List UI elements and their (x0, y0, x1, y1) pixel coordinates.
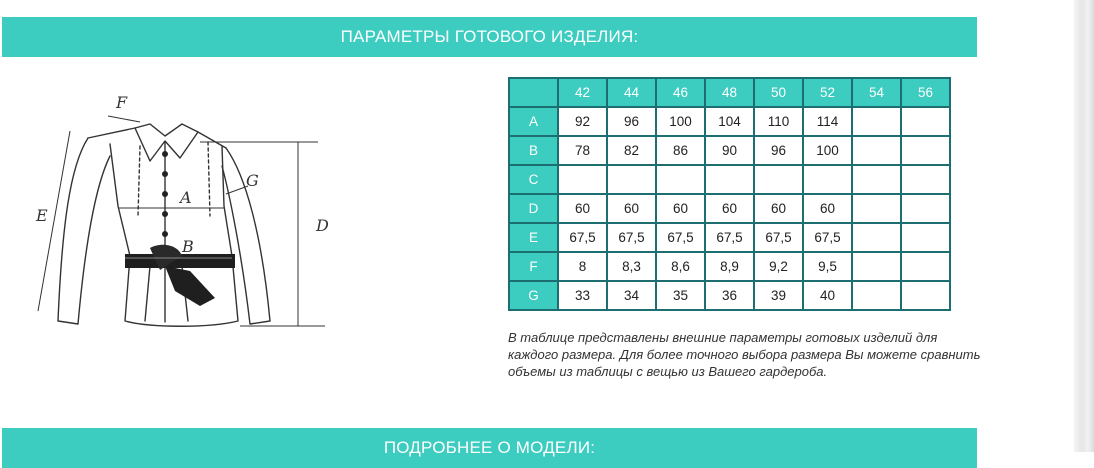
value-cell: 67,5 (607, 223, 656, 252)
table-row (509, 252, 950, 281)
size-table-note: В таблице представлены внешние параметры готовых изделий для каждого размера. Для более точного выбора размера Вы можете сравнить объемы из таблицы с вещью из Вашего гардероба. (508, 330, 981, 379)
row-label-cell: G (509, 281, 558, 310)
value-cell: 36 (705, 281, 754, 310)
value-cell: 60 (607, 194, 656, 223)
value-cell: 100 (656, 107, 705, 136)
value-cell: 82 (607, 136, 656, 165)
table-row (509, 165, 950, 194)
value-cell: 60 (803, 194, 852, 223)
value-cell (852, 281, 901, 310)
value-cell: 104 (705, 107, 754, 136)
value-cell: 8,9 (705, 252, 754, 281)
value-cell: 9,5 (803, 252, 852, 281)
value-cell (901, 107, 950, 136)
value-cell (901, 223, 950, 252)
value-cell: 67,5 (754, 223, 803, 252)
value-cell: 33 (558, 281, 607, 310)
label-b: B (182, 237, 194, 256)
value-cell (901, 281, 950, 310)
value-cell: 110 (754, 107, 803, 136)
value-cell: 8 (558, 252, 607, 281)
value-cell: 60 (656, 194, 705, 223)
value-cell: 67,5 (803, 223, 852, 252)
size-header-cell: 56 (901, 78, 950, 107)
row-label-cell: E (509, 223, 558, 252)
value-cell: 67,5 (558, 223, 607, 252)
value-cell: 40 (803, 281, 852, 310)
value-cell (656, 165, 705, 194)
label-g: G (246, 171, 259, 190)
label-f: F (116, 93, 128, 112)
next-section-banner: ПОДРОБНЕЕ О МОДЕЛИ: (2, 428, 977, 468)
value-cell (852, 194, 901, 223)
size-header-cell: 48 (705, 78, 754, 107)
value-cell: 9,2 (754, 252, 803, 281)
jacket-measurement-diagram (0, 66, 360, 366)
value-cell (852, 223, 901, 252)
value-cell (852, 136, 901, 165)
value-cell: 114 (803, 107, 852, 136)
label-a: A (180, 188, 192, 207)
row-label-cell: D (509, 194, 558, 223)
row-label-cell: A (509, 107, 558, 136)
value-cell: 96 (754, 136, 803, 165)
value-cell: 92 (558, 107, 607, 136)
value-cell (901, 252, 950, 281)
value-cell: 35 (656, 281, 705, 310)
value-cell (803, 165, 852, 194)
table-row (509, 194, 950, 223)
value-cell: 34 (607, 281, 656, 310)
value-cell: 8,3 (607, 252, 656, 281)
value-cell (901, 194, 950, 223)
size-header-cell: 42 (558, 78, 607, 107)
size-header-cell: 46 (656, 78, 705, 107)
size-header-cell: 54 (852, 78, 901, 107)
value-cell (705, 165, 754, 194)
value-cell: 39 (754, 281, 803, 310)
size-header-row (509, 78, 950, 107)
value-cell: 8,6 (656, 252, 705, 281)
label-e: E (36, 206, 48, 225)
row-label-cell: B (509, 136, 558, 165)
row-label-cell: C (509, 165, 558, 194)
value-cell: 67,5 (656, 223, 705, 252)
value-cell: 86 (656, 136, 705, 165)
value-cell (852, 165, 901, 194)
value-cell (852, 252, 901, 281)
value-cell: 60 (558, 194, 607, 223)
size-header-cell: 52 (803, 78, 852, 107)
size-table (508, 77, 951, 311)
value-cell: 60 (705, 194, 754, 223)
section-title-banner: ПАРАМЕТРЫ ГОТОВОГО ИЗДЕЛИЯ: (2, 17, 977, 57)
value-cell: 60 (754, 194, 803, 223)
table-row (509, 136, 950, 165)
value-cell (901, 165, 950, 194)
value-cell: 78 (558, 136, 607, 165)
value-cell (852, 107, 901, 136)
value-cell (558, 165, 607, 194)
value-cell (607, 165, 656, 194)
value-cell: 90 (705, 136, 754, 165)
value-cell: 96 (607, 107, 656, 136)
value-cell (901, 136, 950, 165)
table-row (509, 281, 950, 310)
value-cell (754, 165, 803, 194)
value-cell: 67,5 (705, 223, 754, 252)
table-row (509, 223, 950, 252)
size-header-cell: 44 (607, 78, 656, 107)
label-d: D (316, 216, 329, 235)
value-cell: 100 (803, 136, 852, 165)
size-header-cell: 50 (754, 78, 803, 107)
row-label-cell: F (509, 252, 558, 281)
side-image-edge (1074, 0, 1094, 452)
corner-cell (509, 78, 558, 107)
table-row (509, 107, 950, 136)
